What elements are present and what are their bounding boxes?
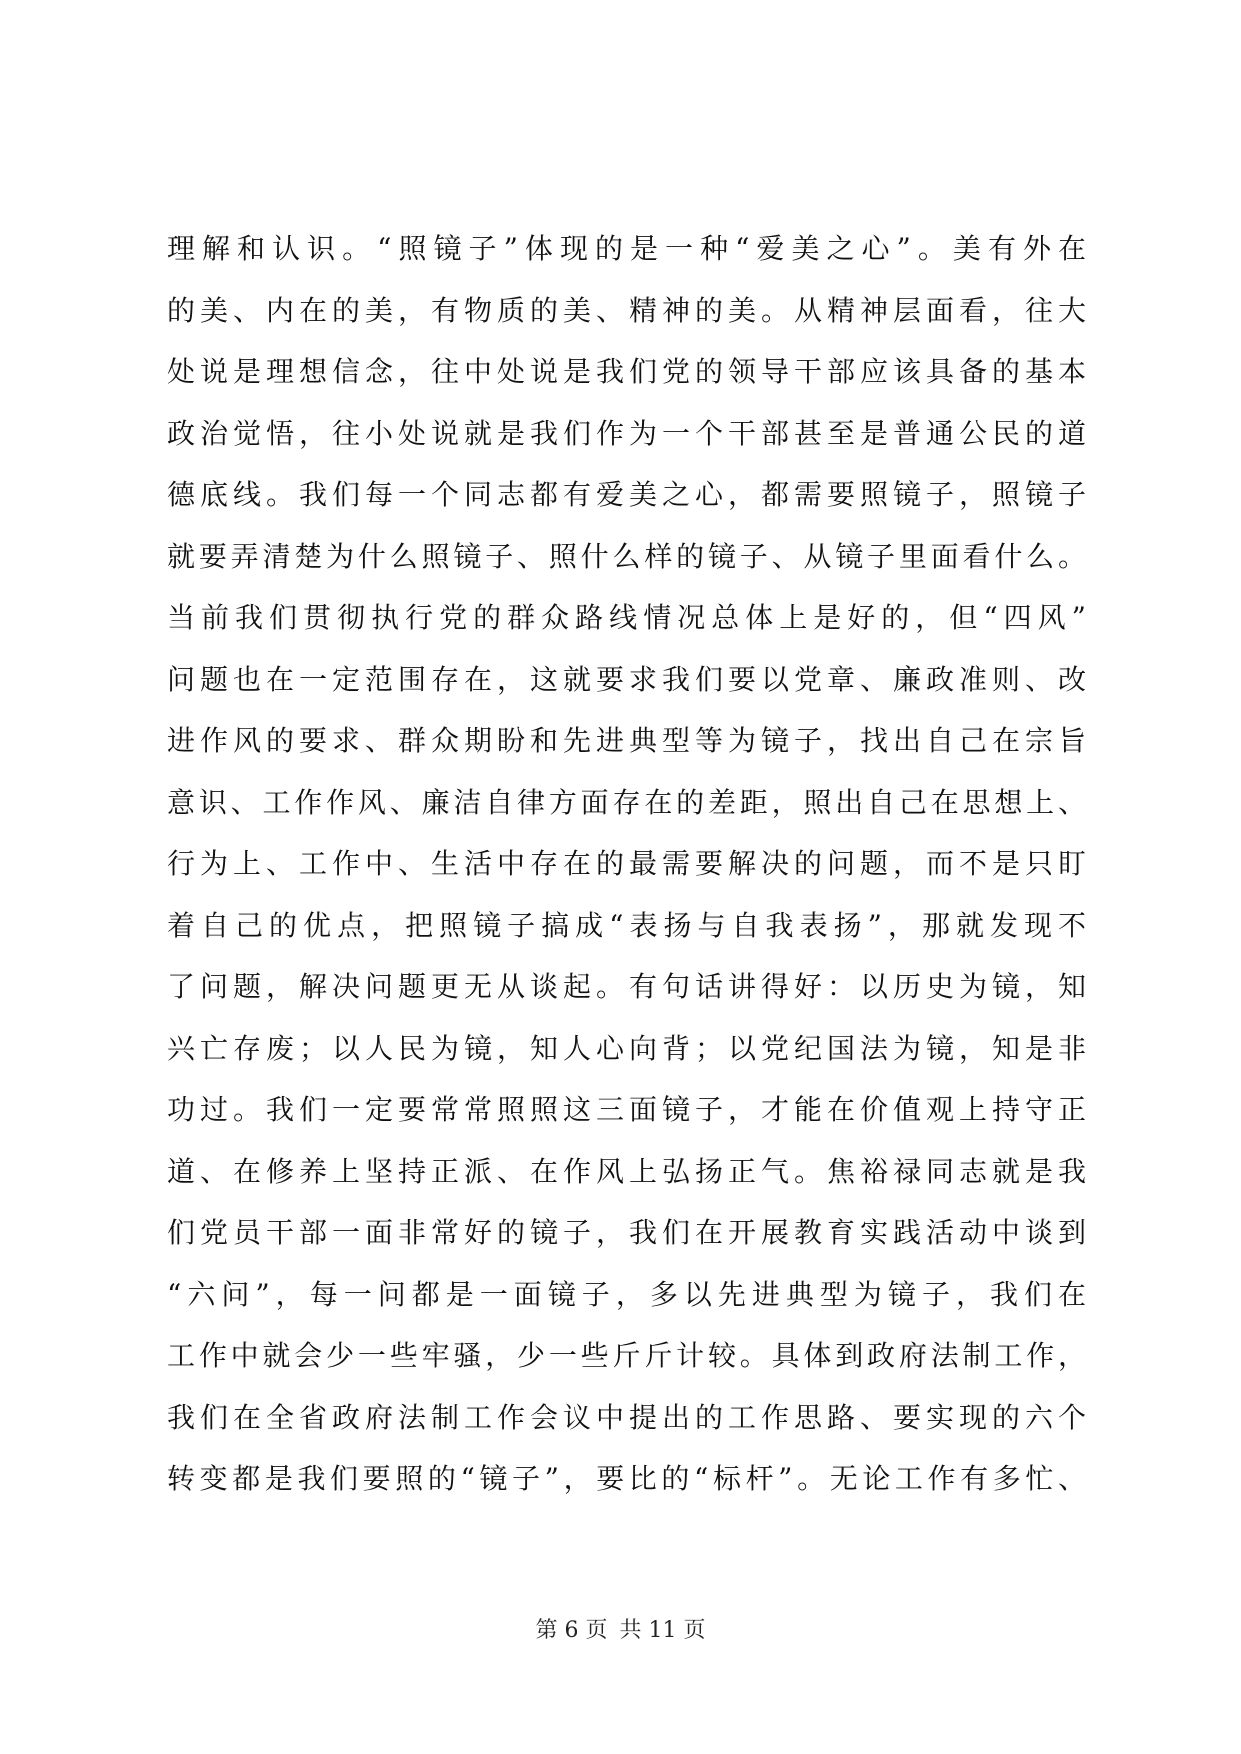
text-line: 进作风的要求、群众期盼和先进典型等为镜子，找出自己在宗旨 [167,724,1087,757]
text-line: 的美、内在的美，有物质的美、精神的美。从精神层面看，往大 [167,293,1087,327]
text-line: 着自己的优点，把照镜子搞成“表扬与自我表扬”，那就发现不 [167,908,1087,942]
page-footer [0,1613,1241,1644]
page-number: 第 6 页 [535,1618,608,1643]
text-line: 当前我们贯彻执行党的群众路线情况总体上是好的，但“四风” [167,601,1087,634]
text-line: 功过。我们一定要常常照照这三面镜子，才能在价值观上持守正 [167,1093,1087,1126]
text-line: 问题也在一定范围存在，这就要求我们要以党章、廉政准则、改 [167,662,1087,696]
text-line: 兴亡存废；以人民为镜，知人心向背；以党纪国法为镜，知是非 [167,1031,1087,1065]
document-body [167,234,1087,1526]
text-line: “六问”，每一问都是一面镜子，多以先进典型为镜子，我们在 [167,1277,1087,1311]
text-line: 转变都是我们要照的“镜子”，要比的“标杆”。无论工作有多忙、 [167,1462,1087,1495]
text-line: 道、在修养上坚持正派、在作风上弘扬正气。焦裕禄同志就是我 [167,1154,1087,1188]
text-line: 意识、工作作风、廉洁自律方面存在的差距，照出自己在思想上、 [167,785,1087,819]
text-line: 行为上、工作中、生活中存在的最需要解决的问题，而不是只盯 [167,847,1087,880]
text-line: 处说是理想信念，往中处说是我们党的领导干部应该具备的基本 [167,355,1087,388]
text-line: 就要弄清楚为什么照镜子、照什么样的镜子、从镜子里面看什么。 [167,539,1087,573]
text-line: 理解和认识。“照镜子”体现的是一种“爱美之心”。美有外在 [167,232,1087,265]
text-line: 们党员干部一面非常好的镜子，我们在开展教育实践活动中谈到 [167,1216,1087,1249]
text-line: 工作中就会少一些牢骚，少一些斤斤计较。具体到政府法制工作， [167,1339,1087,1372]
text-line: 德底线。我们每一个同志都有爱美之心，都需要照镜子，照镜子 [167,478,1087,511]
page-total: 共 11 页 [619,1618,706,1643]
text-line: 了问题，解决问题更无从谈起。有句话讲得好：以历史为镜，知 [167,970,1087,1003]
text-line: 政治觉悟，往小处说就是我们作为一个干部甚至是普通公民的道 [167,416,1087,450]
text-line: 我们在全省政府法制工作会议中提出的工作思路、要实现的六个 [167,1400,1087,1434]
